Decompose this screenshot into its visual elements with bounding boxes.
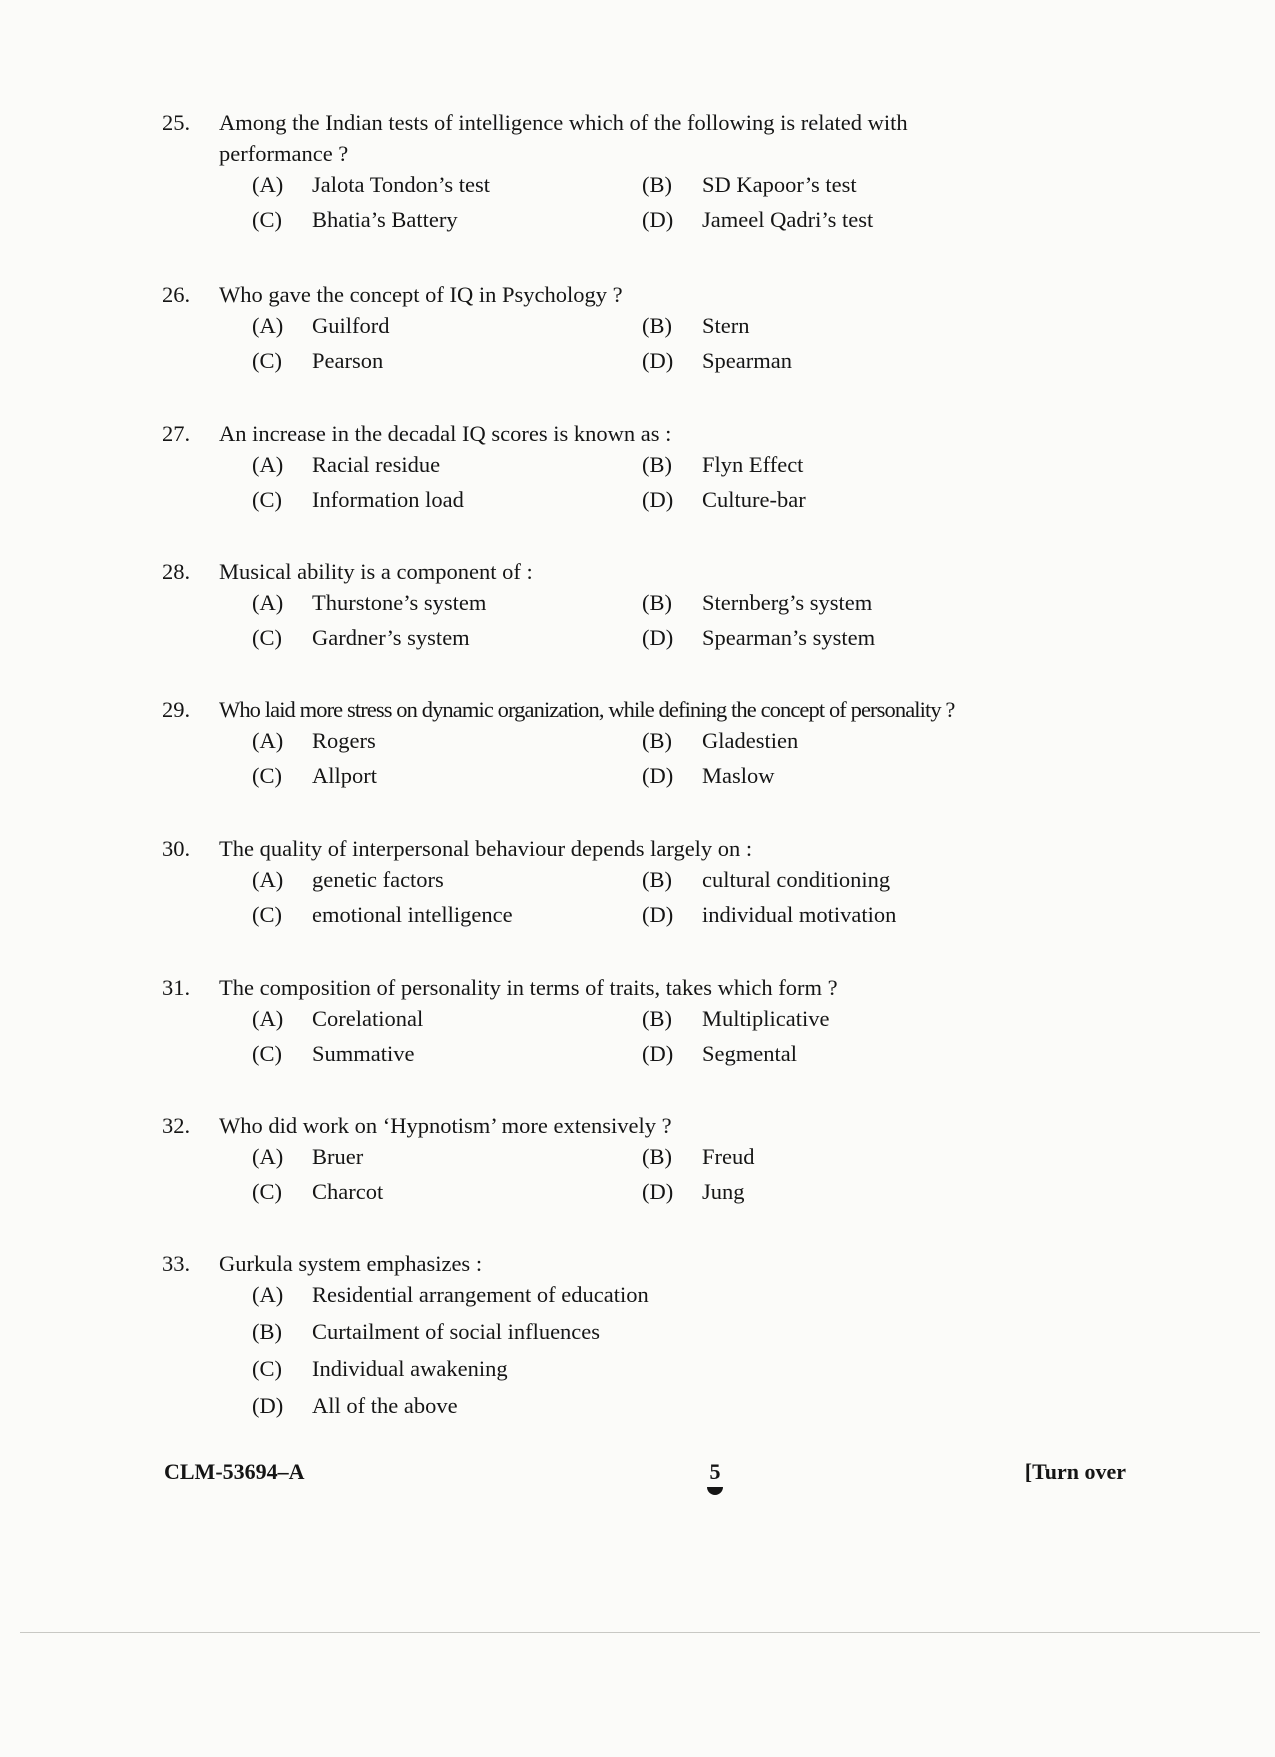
option-c: (C) Individual awakening — [252, 1356, 508, 1381]
options — [252, 587, 1032, 656]
question-25 — [162, 107, 1032, 238]
question-number: 27. — [162, 421, 191, 446]
question-number: 25. — [162, 110, 191, 135]
option-c: (C) Allport — [252, 762, 377, 788]
option-c: (C) Summative — [252, 1040, 415, 1066]
option-a: (A) Rogers — [252, 728, 376, 753]
option-d: (D) Culture-bar — [642, 486, 806, 512]
question-33 — [162, 1248, 1032, 1427]
option-d: (D) Spearman — [642, 347, 792, 373]
question-stem: Who laid more stress on dynamic organization, while defining the concept of personality ? — [219, 697, 955, 722]
question-28 — [162, 556, 1032, 656]
option-b: (B) SD Kapoor’s test — [642, 172, 857, 197]
question-stem: The composition of personality in terms of traits, takes which form ? — [219, 975, 838, 1000]
options — [252, 169, 1032, 238]
question-stem: Among the Indian tests of intelligence which of the following is related with performance ? — [219, 110, 908, 166]
question-30 — [162, 833, 1032, 933]
option-a: (A) genetic factors — [252, 867, 444, 892]
question-number: 32. — [162, 1113, 191, 1138]
question-number: 30. — [162, 836, 191, 861]
question-27 — [162, 418, 1032, 518]
option-a: (A) Jalota Tondon’s test — [252, 172, 491, 197]
option-b: (B) Freud — [642, 1144, 755, 1169]
options — [252, 725, 1032, 794]
page-marker-icon — [707, 1487, 723, 1495]
question-32 — [162, 1110, 1032, 1210]
turn-over-note: [Turn over — [1024, 1459, 1126, 1484]
question-number: 29. — [162, 697, 191, 722]
question-number: 31. — [162, 975, 191, 1000]
options — [252, 1003, 1032, 1072]
option-a: (A) Bruer — [252, 1144, 364, 1169]
option-a: (A) Corelational — [252, 1006, 424, 1031]
question-stem: An increase in the decadal IQ scores is known as : — [219, 421, 672, 446]
question-stem: Musical ability is a component of : — [219, 559, 533, 584]
option-d: (D) Segmental — [642, 1040, 797, 1066]
question-stem: Who gave the concept of IQ in Psychology ? — [219, 282, 623, 307]
option-c: (C) Pearson — [252, 347, 384, 373]
option-b: (B) Flyn Effect — [642, 452, 804, 477]
question-29 — [162, 694, 1032, 794]
options — [252, 449, 1032, 518]
option-a: (A) Residential arrangement of education — [252, 1282, 649, 1307]
option-b: (B) Sternberg’s system — [642, 590, 873, 615]
option-a: (A) Guilford — [252, 313, 390, 338]
options — [252, 1141, 1032, 1210]
option-b: (B) Gladestien — [642, 728, 799, 753]
question-number: 26. — [162, 282, 191, 307]
option-b: (B) Curtailment of social influences — [252, 1319, 601, 1344]
option-a: (A) Racial residue — [252, 452, 441, 477]
option-c: (C) Charcot — [252, 1178, 384, 1204]
options — [252, 310, 1032, 379]
question-stem: The quality of interpersonal behaviour depends largely on : — [219, 836, 753, 861]
paper-code: CLM-53694–A — [164, 1459, 305, 1484]
question-26 — [162, 279, 1032, 379]
question-stem: Gurkula system emphasizes : — [219, 1251, 483, 1276]
option-d: (D) individual motivation — [642, 901, 897, 927]
bottom-rule — [20, 1632, 1260, 1633]
option-d: (D) All of the above — [252, 1393, 458, 1418]
option-d: (D) Jameel Qadri’s test — [642, 206, 874, 232]
option-a: (A) Thurstone’s system — [252, 590, 487, 615]
question-number: 33. — [162, 1251, 191, 1276]
option-c: (C) Information load — [252, 486, 464, 512]
question-stem: Who did work on ‘Hypnotism’ more extensively ? — [219, 1113, 672, 1138]
option-d: (D) Spearman’s system — [642, 624, 876, 650]
option-b: (B) Stern — [642, 313, 750, 338]
option-b: (B) Multiplicative — [642, 1006, 830, 1031]
option-c: (C) Bhatia’s Battery — [252, 206, 458, 232]
page-number: 5 — [707, 1459, 723, 1495]
options — [252, 1279, 1032, 1427]
option-d: (D) Maslow — [642, 762, 775, 788]
question-31 — [162, 972, 1032, 1072]
option-c: (C) emotional intelligence — [252, 901, 513, 927]
option-c: (C) Gardner’s system — [252, 624, 470, 650]
options — [252, 864, 1032, 933]
question-number: 28. — [162, 559, 191, 584]
option-b: (B) cultural conditioning — [642, 867, 891, 892]
option-d: (D) Jung — [642, 1178, 745, 1204]
